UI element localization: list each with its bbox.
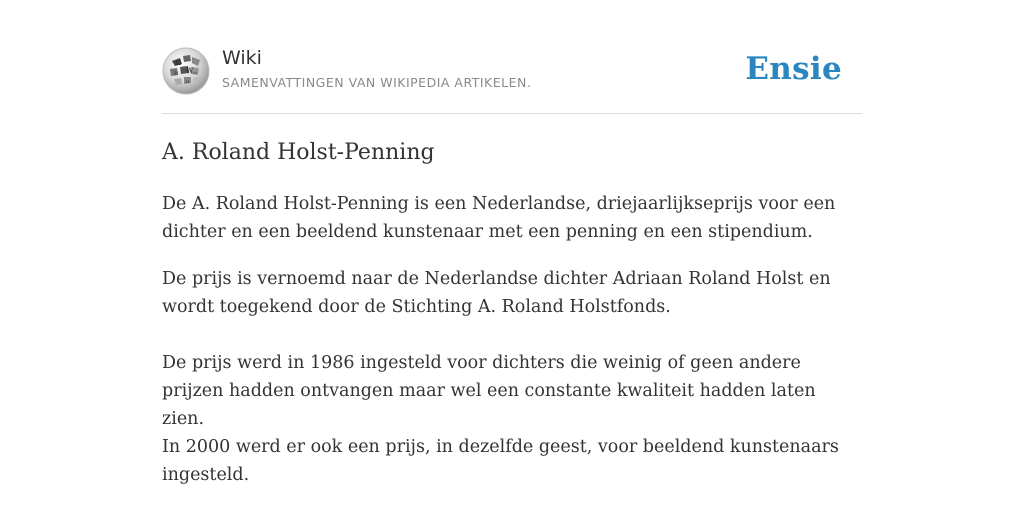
svg-text:ω: ω [193, 70, 198, 76]
article-paragraph: De prijs werd in 1986 ingesteld voor dichters die weinig of geen andere prijzen hadden ontvangen maar wel een constante kwaliteit hadden laten zien. [162, 353, 816, 429]
site-name[interactable]: Wiki [222, 47, 262, 69]
page-title: A. Roland Holst-Penning [162, 140, 435, 165]
article-paragraph: In 2000 werd er ook een prijs, in dezelfde geest, voor beeldend kunstenaars ingesteld. [162, 437, 839, 485]
page [162, 0, 862, 485]
article-paragraph: De prijs is vernoemd naar de Nederlandse dichter Adriaan Roland Holst en wordt toegekend door de Stichting A. Roland Holstfonds. [162, 269, 831, 317]
article-paragraph: De A. Roland Holst-Penning is een Nederlandse, driejaarlijkseprijs voor een dichter en een beeldend kunstenaar met een penning en een stipendium. [162, 194, 836, 242]
svg-text:Ω: Ω [176, 60, 181, 67]
site-header [162, 0, 862, 114]
site-tagline: SAMENVATTINGEN VAN WIKIPEDIA ARTIKELEN. [222, 75, 532, 90]
wikipedia-globe-icon[interactable] [162, 47, 210, 95]
svg-text:W: W [186, 67, 194, 75]
brand-logo[interactable]: Ensie [745, 51, 842, 87]
svg-text:И: И [174, 71, 179, 77]
svg-text:α: α [186, 79, 190, 85]
